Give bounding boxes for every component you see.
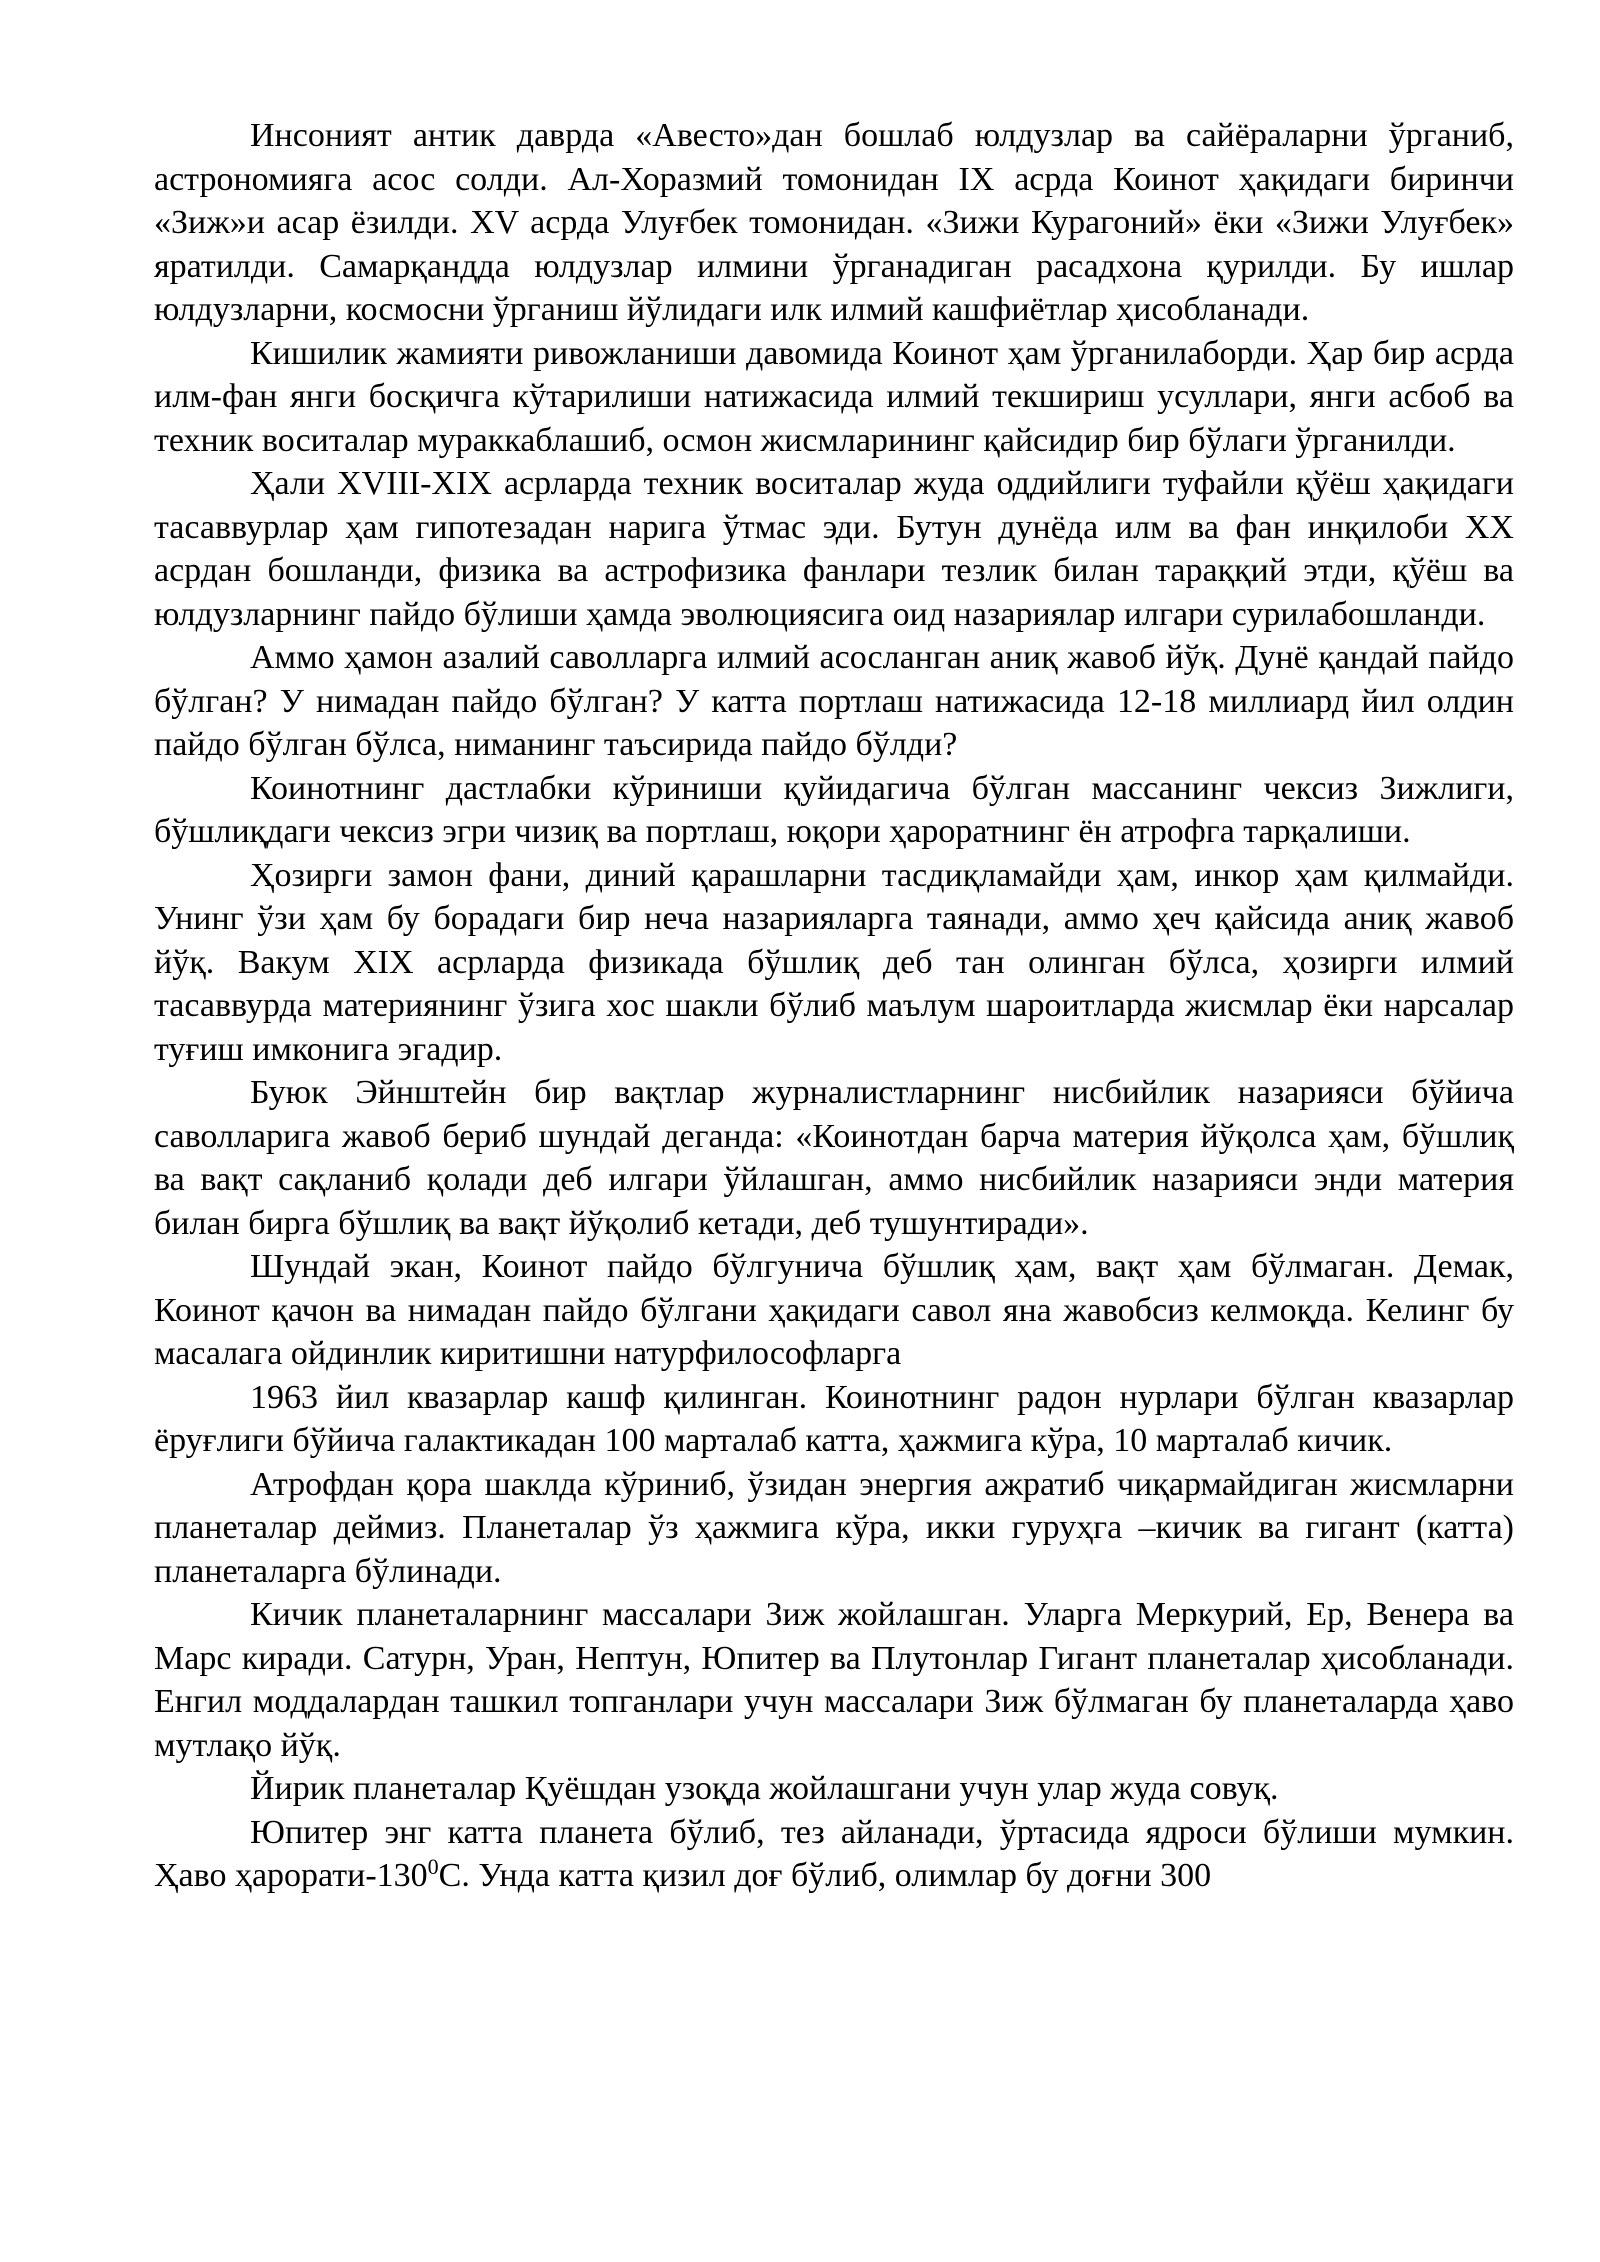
paragraph: 1963 йил квазарлар кашф қилинган. Коинотнинг радон нурлари бўлган квазарлар ёруғлиги бўйича галактикадан 100 марталаб катта, ҳажмига кўра, 10 марталаб кичик. [154, 1378, 1514, 1459]
paragraph: Кишилик жамияти ривожланиши давомида Коинот ҳам ўрганилаборди. Ҳар бир асрда илм-фан янги босқичга кўтарилиши натижасида илмий текшириш усуллари, янги асбоб ва техник воситалар мураккаблашиб, осмон жисмларининг қайсидир бир бўлаги ўрганилди. [154, 334, 1514, 459]
paragraph: Ҳали XVIII-XIX асрларда техник воситалар жуда оддийлиги туфайли қўёш ҳақидаги тасаввурлар ҳам гипотезадан нарига ўтмас эди. Бутун дунёда илм ва фан инқилоби XX асрдан бошланди, физика ва астрофизика фанлари тезлик билан тараққий этди, қўёш ва юлдузларнинг пайдо бўлиши ҳамда эволюциясига оид назариялар илгари сурилабошланди. [154, 465, 1514, 633]
paragraph: Атрофдан қора шаклда кўриниб, ўзидан энергия ажратиб чиқармайдиган жисмларни планеталар деймиз. Планеталар ўз ҳажмига кўра, икки гуруҳга –кичик ва гигант (катта) планеталарга бўлинади. [154, 1465, 1514, 1590]
paragraph: Буюк Эйнштейн бир вақтлар журналистларнинг нисбийлик назарияси бўйича саволларига жавоб бериб шундай деганда: «Коинотдан барча материя йўқолса ҳам, бўшлиқ ва вақт сақланиб қолади деб илгари ўйлашган, аммо нисбийлик назарияси энди материя билан бирга бўшлиқ ва вақт йўқолиб кетади, деб тушунтиради». [154, 1074, 1514, 1242]
paragraph-last [154, 1811, 1514, 1898]
paragraph: Йирик планеталар Қуёшдан узоқда жойлашгани учун улар жуда совуқ. [250, 1770, 1279, 1807]
paragraph-text-before-superscript: Юпитер энг катта планета бўлиб, тез айланади, ўртасида ядроси бўлиши мумкин. Ҳаво ҳарорати-130 [154, 1813, 1514, 1894]
paragraph: Кичик планеталарнинг массалари Зиж жойлашган. Уларга Меркурий, Ер, Венера ва Марс киради. Сатурн, Уран, Нептун, Юпитер ва Плутонлар Гигант планеталар ҳисобланади. Енгил моддалардан ташкил топганлари учун массалари Зиж бўлмаган бу планеталарда ҳаво мутлақо йўқ. [154, 1596, 1514, 1764]
paragraph: Аммо ҳамон азалий саволларга илмий асосланган аниқ жавоб йўқ. Дунё қандай пайдо бўлган? У нимадан пайдо бўлган? У катта портлаш натижасида 12-18 миллиард йил олдин пайдо бўлган бўлса, ниманинг таъсирида пайдо бўлди? [154, 639, 1514, 763]
document-page [154, 114, 1514, 1898]
paragraph: Коинотнинг дастлабки кўриниши қуйидагича бўлган массанинг чексиз Зижлиги, бўшлиқдаги чексиз эгри чизиқ ва портлаш, юқори ҳароратнинг ён атрофга тарқалиши. [154, 769, 1514, 850]
paragraph: Ҳозирги замон фани, диний қарашларни тасдиқламайди ҳам, инкор ҳам қилмайди. Унинг ўзи ҳам бу борадаги бир неча назарияларга таянади, аммо ҳеч қайсида аниқ жавоб йўқ. Вакум XIX асрларда физикада бўшлиқ деб тан олинган бўлса, ҳозирги илмий тасаввурда материянинг ўзига хос шакли бўлиб маълум шароитларда жисмлар ёки нарсалар туғиш имконига эгадир. [154, 856, 1514, 1068]
paragraph: Инсоният антик даврда «Авесто»дан бошлаб юлдузлар ва сайёраларни ўрганиб, астрономияга асос солди. Ал-Хоразмий томонидан IX асрда Коинот ҳақидаги биринчи «Зиж»и асар ёзилди. XV асрда Улуғбек томонидан. «Зижи Курагоний» ёки «Зижи Улуғбек» яратилди. Самарқандда юлдузлар илмини ўрганадиган расадхона қурилди. Бу ишлар юлдузларни, космосни ўрганиш йўлидаги илк илмий кашфиётлар ҳисобланади. [154, 117, 1514, 328]
paragraph-text-after-superscript: С. Унда катта қизил доғ бўлиб, олимлар бу доғни 300 [438, 1857, 1212, 1894]
paragraph: Шундай экан, Коинот пайдо бўлгунича бўшлиқ ҳам, вақт ҳам бўлмаган. Демак, Коинот қачон ва нимадан пайдо бўлгани ҳақидаги савол яна жавобсиз келмоқда. Келинг бу масалага ойдинлик киритишни натурфилософларга [154, 1248, 1514, 1372]
degree-superscript: 0 [427, 1854, 439, 1879]
